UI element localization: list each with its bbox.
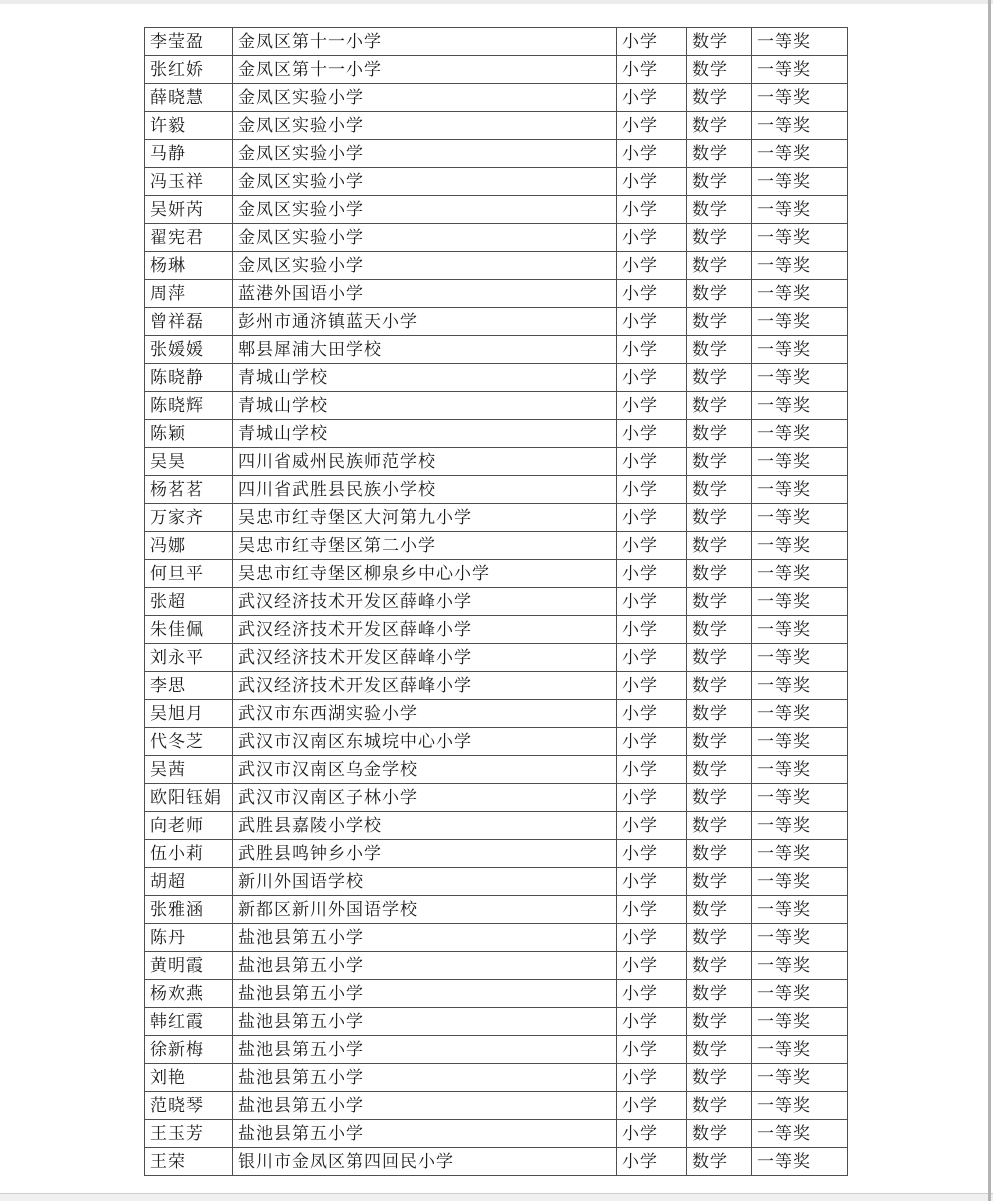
cell-award: 一等奖 bbox=[752, 476, 848, 504]
cell-award: 一等奖 bbox=[752, 448, 848, 476]
cell-name: 陈晓静 bbox=[145, 364, 233, 392]
table-row bbox=[145, 812, 848, 840]
cell-level: 小学 bbox=[617, 980, 687, 1008]
cell-level: 小学 bbox=[617, 896, 687, 924]
cell-school: 蓝港外国语小学 bbox=[233, 280, 617, 308]
cell-award: 一等奖 bbox=[752, 1148, 848, 1176]
cell-school: 武汉经济技术开发区薛峰小学 bbox=[233, 672, 617, 700]
table-row bbox=[145, 784, 848, 812]
cell-award: 一等奖 bbox=[752, 168, 848, 196]
cell-name: 朱佳佩 bbox=[145, 616, 233, 644]
table-row bbox=[145, 224, 848, 252]
cell-name: 陈颖 bbox=[145, 420, 233, 448]
cell-level: 小学 bbox=[617, 952, 687, 980]
cell-award: 一等奖 bbox=[752, 196, 848, 224]
table-row bbox=[145, 196, 848, 224]
cell-level: 小学 bbox=[617, 168, 687, 196]
cell-name: 胡超 bbox=[145, 868, 233, 896]
cell-award: 一等奖 bbox=[752, 924, 848, 952]
table-row bbox=[145, 252, 848, 280]
cell-school: 金凤区第十一小学 bbox=[233, 56, 617, 84]
cell-subject: 数学 bbox=[687, 924, 752, 952]
cell-school: 金凤区实验小学 bbox=[233, 112, 617, 140]
cell-school: 金凤区第十一小学 bbox=[233, 28, 617, 56]
cell-subject: 数学 bbox=[687, 476, 752, 504]
page-edge-bottom bbox=[0, 1193, 993, 1201]
cell-subject: 数学 bbox=[687, 112, 752, 140]
cell-award: 一等奖 bbox=[752, 644, 848, 672]
cell-level: 小学 bbox=[617, 924, 687, 952]
cell-award: 一等奖 bbox=[752, 952, 848, 980]
cell-name: 许毅 bbox=[145, 112, 233, 140]
table-row bbox=[145, 1092, 848, 1120]
cell-school: 盐池县第五小学 bbox=[233, 1120, 617, 1148]
table-row bbox=[145, 644, 848, 672]
cell-level: 小学 bbox=[617, 196, 687, 224]
cell-name: 范晓琴 bbox=[145, 1092, 233, 1120]
cell-subject: 数学 bbox=[687, 1148, 752, 1176]
table-row bbox=[145, 924, 848, 952]
cell-subject: 数学 bbox=[687, 336, 752, 364]
table-row bbox=[145, 364, 848, 392]
cell-school: 吴忠市红寺堡区大河第九小学 bbox=[233, 504, 617, 532]
cell-name: 杨茗茗 bbox=[145, 476, 233, 504]
table-row bbox=[145, 756, 848, 784]
cell-name: 刘永平 bbox=[145, 644, 233, 672]
cell-level: 小学 bbox=[617, 868, 687, 896]
cell-school: 盐池县第五小学 bbox=[233, 1092, 617, 1120]
cell-subject: 数学 bbox=[687, 1092, 752, 1120]
cell-subject: 数学 bbox=[687, 560, 752, 588]
cell-school: 盐池县第五小学 bbox=[233, 1036, 617, 1064]
cell-name: 徐新梅 bbox=[145, 1036, 233, 1064]
cell-name: 张雅涵 bbox=[145, 896, 233, 924]
cell-name: 李莹盈 bbox=[145, 28, 233, 56]
table-row bbox=[145, 896, 848, 924]
cell-name: 翟宪君 bbox=[145, 224, 233, 252]
cell-name: 伍小莉 bbox=[145, 840, 233, 868]
cell-name: 吴昊 bbox=[145, 448, 233, 476]
table-row bbox=[145, 140, 848, 168]
cell-level: 小学 bbox=[617, 140, 687, 168]
cell-award: 一等奖 bbox=[752, 336, 848, 364]
cell-school: 武汉经济技术开发区薛峰小学 bbox=[233, 616, 617, 644]
cell-level: 小学 bbox=[617, 644, 687, 672]
cell-name: 万家齐 bbox=[145, 504, 233, 532]
cell-school: 金凤区实验小学 bbox=[233, 224, 617, 252]
cell-award: 一等奖 bbox=[752, 840, 848, 868]
cell-award: 一等奖 bbox=[752, 504, 848, 532]
table-row bbox=[145, 168, 848, 196]
table-row bbox=[145, 420, 848, 448]
cell-level: 小学 bbox=[617, 364, 687, 392]
table-row bbox=[145, 392, 848, 420]
cell-name: 张媛媛 bbox=[145, 336, 233, 364]
table-row bbox=[145, 28, 848, 56]
cell-subject: 数学 bbox=[687, 448, 752, 476]
cell-level: 小学 bbox=[617, 616, 687, 644]
cell-school: 盐池县第五小学 bbox=[233, 952, 617, 980]
cell-subject: 数学 bbox=[687, 1064, 752, 1092]
cell-award: 一等奖 bbox=[752, 84, 848, 112]
cell-school: 武胜县嘉陵小学校 bbox=[233, 812, 617, 840]
cell-level: 小学 bbox=[617, 224, 687, 252]
table-row bbox=[145, 84, 848, 112]
cell-level: 小学 bbox=[617, 588, 687, 616]
cell-school: 青城山学校 bbox=[233, 392, 617, 420]
cell-subject: 数学 bbox=[687, 168, 752, 196]
cell-award: 一等奖 bbox=[752, 532, 848, 560]
cell-level: 小学 bbox=[617, 336, 687, 364]
table-row bbox=[145, 616, 848, 644]
cell-school: 武汉市东西湖实验小学 bbox=[233, 700, 617, 728]
cell-subject: 数学 bbox=[687, 672, 752, 700]
cell-award: 一等奖 bbox=[752, 980, 848, 1008]
cell-school: 武汉经济技术开发区薛峰小学 bbox=[233, 644, 617, 672]
table-row bbox=[145, 476, 848, 504]
cell-subject: 数学 bbox=[687, 308, 752, 336]
cell-subject: 数学 bbox=[687, 532, 752, 560]
cell-subject: 数学 bbox=[687, 868, 752, 896]
table-row bbox=[145, 1008, 848, 1036]
cell-name: 吴茜 bbox=[145, 756, 233, 784]
cell-name: 王玉芳 bbox=[145, 1120, 233, 1148]
cell-award: 一等奖 bbox=[752, 560, 848, 588]
cell-level: 小学 bbox=[617, 308, 687, 336]
cell-subject: 数学 bbox=[687, 224, 752, 252]
cell-award: 一等奖 bbox=[752, 252, 848, 280]
cell-name: 马静 bbox=[145, 140, 233, 168]
cell-award: 一等奖 bbox=[752, 672, 848, 700]
cell-level: 小学 bbox=[617, 1064, 687, 1092]
cell-level: 小学 bbox=[617, 84, 687, 112]
cell-subject: 数学 bbox=[687, 588, 752, 616]
cell-school: 银川市金凤区第四回民小学 bbox=[233, 1148, 617, 1176]
cell-school: 金凤区实验小学 bbox=[233, 168, 617, 196]
cell-school: 金凤区实验小学 bbox=[233, 84, 617, 112]
cell-subject: 数学 bbox=[687, 56, 752, 84]
table-row bbox=[145, 280, 848, 308]
page-edge-top bbox=[0, 0, 993, 4]
table-row bbox=[145, 504, 848, 532]
cell-subject: 数学 bbox=[687, 1008, 752, 1036]
cell-name: 向老师 bbox=[145, 812, 233, 840]
cell-subject: 数学 bbox=[687, 392, 752, 420]
cell-name: 杨琳 bbox=[145, 252, 233, 280]
cell-name: 陈丹 bbox=[145, 924, 233, 952]
cell-name: 吴旭月 bbox=[145, 700, 233, 728]
cell-subject: 数学 bbox=[687, 504, 752, 532]
cell-name: 杨欢燕 bbox=[145, 980, 233, 1008]
cell-school: 青城山学校 bbox=[233, 420, 617, 448]
cell-award: 一等奖 bbox=[752, 1036, 848, 1064]
cell-level: 小学 bbox=[617, 700, 687, 728]
cell-subject: 数学 bbox=[687, 980, 752, 1008]
cell-name: 黄明霞 bbox=[145, 952, 233, 980]
table-row bbox=[145, 840, 848, 868]
cell-level: 小学 bbox=[617, 812, 687, 840]
cell-award: 一等奖 bbox=[752, 700, 848, 728]
cell-school: 四川省武胜县民族小学校 bbox=[233, 476, 617, 504]
cell-subject: 数学 bbox=[687, 1036, 752, 1064]
cell-level: 小学 bbox=[617, 476, 687, 504]
cell-name: 代冬芝 bbox=[145, 728, 233, 756]
cell-level: 小学 bbox=[617, 1036, 687, 1064]
cell-school: 新川外国语学校 bbox=[233, 868, 617, 896]
cell-award: 一等奖 bbox=[752, 308, 848, 336]
cell-name: 冯娜 bbox=[145, 532, 233, 560]
cell-name: 张红娇 bbox=[145, 56, 233, 84]
cell-level: 小学 bbox=[617, 560, 687, 588]
table-row bbox=[145, 672, 848, 700]
cell-award: 一等奖 bbox=[752, 588, 848, 616]
cell-subject: 数学 bbox=[687, 756, 752, 784]
award-table bbox=[144, 27, 848, 1176]
cell-school: 郫县犀浦大田学校 bbox=[233, 336, 617, 364]
cell-level: 小学 bbox=[617, 112, 687, 140]
cell-award: 一等奖 bbox=[752, 392, 848, 420]
cell-subject: 数学 bbox=[687, 280, 752, 308]
cell-school: 金凤区实验小学 bbox=[233, 140, 617, 168]
cell-award: 一等奖 bbox=[752, 728, 848, 756]
cell-award: 一等奖 bbox=[752, 868, 848, 896]
cell-award: 一等奖 bbox=[752, 784, 848, 812]
cell-level: 小学 bbox=[617, 56, 687, 84]
cell-award: 一等奖 bbox=[752, 112, 848, 140]
cell-award: 一等奖 bbox=[752, 1120, 848, 1148]
cell-subject: 数学 bbox=[687, 644, 752, 672]
cell-award: 一等奖 bbox=[752, 56, 848, 84]
cell-school: 吴忠市红寺堡区柳泉乡中心小学 bbox=[233, 560, 617, 588]
cell-award: 一等奖 bbox=[752, 28, 848, 56]
cell-name: 刘艳 bbox=[145, 1064, 233, 1092]
cell-name: 曾祥磊 bbox=[145, 308, 233, 336]
table-row bbox=[145, 308, 848, 336]
cell-level: 小学 bbox=[617, 840, 687, 868]
table-row bbox=[145, 532, 848, 560]
cell-school: 武汉经济技术开发区薛峰小学 bbox=[233, 588, 617, 616]
cell-award: 一等奖 bbox=[752, 756, 848, 784]
cell-school: 盐池县第五小学 bbox=[233, 1064, 617, 1092]
cell-level: 小学 bbox=[617, 280, 687, 308]
table-row bbox=[145, 952, 848, 980]
cell-award: 一等奖 bbox=[752, 280, 848, 308]
table-row bbox=[145, 868, 848, 896]
cell-award: 一等奖 bbox=[752, 1008, 848, 1036]
cell-level: 小学 bbox=[617, 420, 687, 448]
page-edge-right bbox=[988, 0, 991, 1201]
cell-subject: 数学 bbox=[687, 84, 752, 112]
cell-school: 盐池县第五小学 bbox=[233, 924, 617, 952]
cell-name: 吴妍芮 bbox=[145, 196, 233, 224]
cell-subject: 数学 bbox=[687, 420, 752, 448]
cell-award: 一等奖 bbox=[752, 812, 848, 840]
cell-subject: 数学 bbox=[687, 616, 752, 644]
cell-subject: 数学 bbox=[687, 140, 752, 168]
cell-school: 金凤区实验小学 bbox=[233, 252, 617, 280]
cell-school: 金凤区实验小学 bbox=[233, 196, 617, 224]
cell-level: 小学 bbox=[617, 672, 687, 700]
cell-award: 一等奖 bbox=[752, 1092, 848, 1120]
cell-level: 小学 bbox=[617, 1092, 687, 1120]
cell-school: 四川省威州民族师范学校 bbox=[233, 448, 617, 476]
cell-award: 一等奖 bbox=[752, 420, 848, 448]
cell-name: 韩红霞 bbox=[145, 1008, 233, 1036]
cell-subject: 数学 bbox=[687, 1120, 752, 1148]
cell-level: 小学 bbox=[617, 1008, 687, 1036]
cell-name: 张超 bbox=[145, 588, 233, 616]
table-row bbox=[145, 700, 848, 728]
cell-level: 小学 bbox=[617, 728, 687, 756]
cell-name: 冯玉祥 bbox=[145, 168, 233, 196]
cell-name: 欧阳钰娟 bbox=[145, 784, 233, 812]
cell-school: 吴忠市红寺堡区第二小学 bbox=[233, 532, 617, 560]
cell-level: 小学 bbox=[617, 756, 687, 784]
cell-award: 一等奖 bbox=[752, 224, 848, 252]
cell-school: 武胜县鸣钟乡小学 bbox=[233, 840, 617, 868]
cell-subject: 数学 bbox=[687, 196, 752, 224]
table-row bbox=[145, 448, 848, 476]
cell-award: 一等奖 bbox=[752, 616, 848, 644]
cell-subject: 数学 bbox=[687, 364, 752, 392]
cell-subject: 数学 bbox=[687, 28, 752, 56]
cell-subject: 数学 bbox=[687, 252, 752, 280]
table-row bbox=[145, 588, 848, 616]
cell-level: 小学 bbox=[617, 532, 687, 560]
cell-level: 小学 bbox=[617, 1120, 687, 1148]
table-row bbox=[145, 112, 848, 140]
cell-award: 一等奖 bbox=[752, 140, 848, 168]
cell-name: 薛晓慧 bbox=[145, 84, 233, 112]
cell-school: 盐池县第五小学 bbox=[233, 980, 617, 1008]
cell-level: 小学 bbox=[617, 28, 687, 56]
cell-school: 武汉市汉南区乌金学校 bbox=[233, 756, 617, 784]
cell-award: 一等奖 bbox=[752, 1064, 848, 1092]
table-row bbox=[145, 336, 848, 364]
cell-school: 青城山学校 bbox=[233, 364, 617, 392]
cell-school: 盐池县第五小学 bbox=[233, 1008, 617, 1036]
cell-subject: 数学 bbox=[687, 728, 752, 756]
cell-school: 彭州市通济镇蓝天小学 bbox=[233, 308, 617, 336]
cell-name: 王荣 bbox=[145, 1148, 233, 1176]
cell-subject: 数学 bbox=[687, 812, 752, 840]
award-table-body bbox=[145, 28, 848, 1176]
table-row bbox=[145, 728, 848, 756]
cell-subject: 数学 bbox=[687, 784, 752, 812]
cell-level: 小学 bbox=[617, 1148, 687, 1176]
cell-subject: 数学 bbox=[687, 896, 752, 924]
cell-award: 一等奖 bbox=[752, 896, 848, 924]
cell-school: 新都区新川外国语学校 bbox=[233, 896, 617, 924]
cell-name: 李思 bbox=[145, 672, 233, 700]
cell-subject: 数学 bbox=[687, 700, 752, 728]
cell-level: 小学 bbox=[617, 252, 687, 280]
table-row bbox=[145, 1148, 848, 1176]
cell-award: 一等奖 bbox=[752, 364, 848, 392]
table-row bbox=[145, 56, 848, 84]
cell-school: 武汉市汉南区东城垸中心小学 bbox=[233, 728, 617, 756]
cell-name: 何旦平 bbox=[145, 560, 233, 588]
cell-name: 周萍 bbox=[145, 280, 233, 308]
cell-level: 小学 bbox=[617, 784, 687, 812]
cell-level: 小学 bbox=[617, 392, 687, 420]
cell-name: 陈晓辉 bbox=[145, 392, 233, 420]
cell-level: 小学 bbox=[617, 448, 687, 476]
table-row bbox=[145, 980, 848, 1008]
cell-subject: 数学 bbox=[687, 840, 752, 868]
cell-level: 小学 bbox=[617, 504, 687, 532]
table-row bbox=[145, 1064, 848, 1092]
table-row bbox=[145, 560, 848, 588]
table-row bbox=[145, 1120, 848, 1148]
cell-school: 武汉市汉南区子林小学 bbox=[233, 784, 617, 812]
table-row bbox=[145, 1036, 848, 1064]
cell-subject: 数学 bbox=[687, 952, 752, 980]
